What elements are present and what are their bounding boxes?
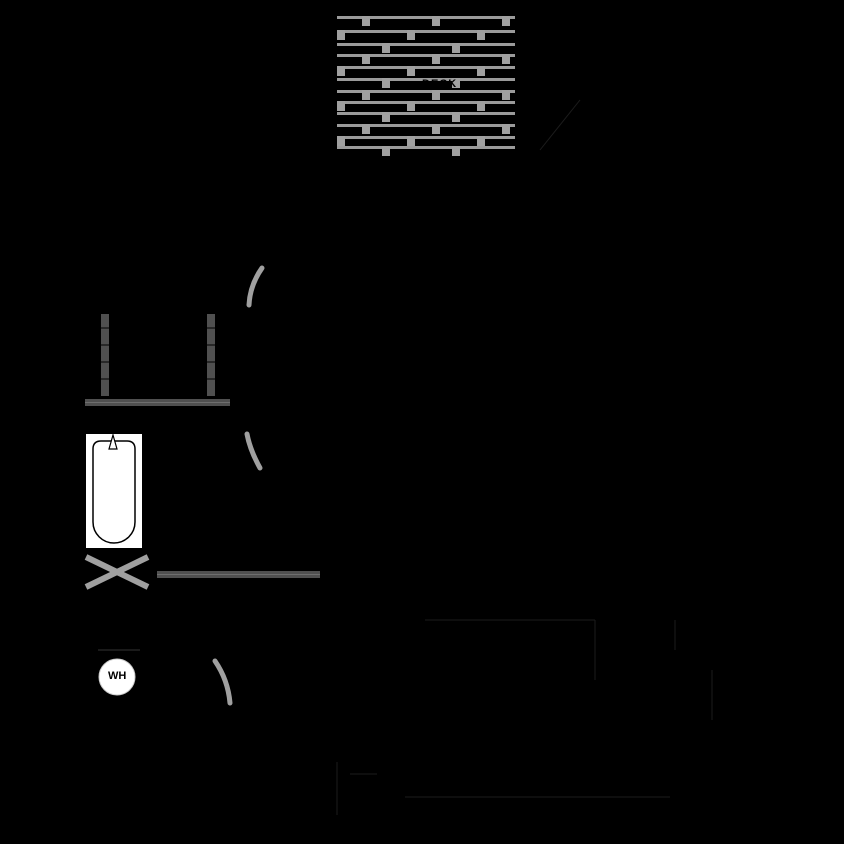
closet-shelf: [85, 399, 230, 406]
deck-label: DECK: [422, 78, 458, 90]
deck-block: [477, 66, 485, 76]
deck-block: [502, 90, 510, 100]
deck-block: [432, 54, 440, 64]
deck-block: [362, 90, 370, 100]
deck-block: [362, 16, 370, 26]
deck-block: [382, 146, 390, 156]
deck-board: [337, 43, 515, 46]
deck-block: [452, 43, 460, 53]
deck-block: [432, 16, 440, 26]
deck-block: [382, 112, 390, 122]
deck-block: [477, 136, 485, 146]
deck-block: [407, 66, 415, 76]
deck-block: [362, 124, 370, 134]
deck-block: [337, 101, 345, 111]
deck-block: [407, 136, 415, 146]
deck-block: [477, 30, 485, 40]
deck-board: [337, 146, 515, 149]
deck-board: [337, 30, 515, 33]
deck-board: [337, 101, 515, 104]
bath-partition: [157, 571, 320, 578]
deck-block: [382, 43, 390, 53]
deck-block: [337, 66, 345, 76]
deck-block: [477, 101, 485, 111]
deck-block: [452, 112, 460, 122]
closet-wall-right: [207, 314, 215, 396]
deck-block: [407, 101, 415, 111]
deck-board: [337, 66, 515, 69]
closet-wall-left: [101, 314, 109, 396]
deck-block: [382, 78, 390, 88]
deck-block: [432, 124, 440, 134]
bathtub: [86, 434, 142, 548]
deck-block: [337, 30, 345, 40]
deck-block: [502, 124, 510, 134]
deck-board: [337, 136, 515, 139]
deck-block: [362, 54, 370, 64]
deck-block: [502, 54, 510, 64]
deck-block: [502, 16, 510, 26]
deck-block: [407, 30, 415, 40]
water-heater-label: WH: [108, 670, 127, 682]
deck-board: [337, 112, 515, 115]
deck-block: [452, 146, 460, 156]
deck-block: [337, 136, 345, 146]
deck-block: [432, 90, 440, 100]
